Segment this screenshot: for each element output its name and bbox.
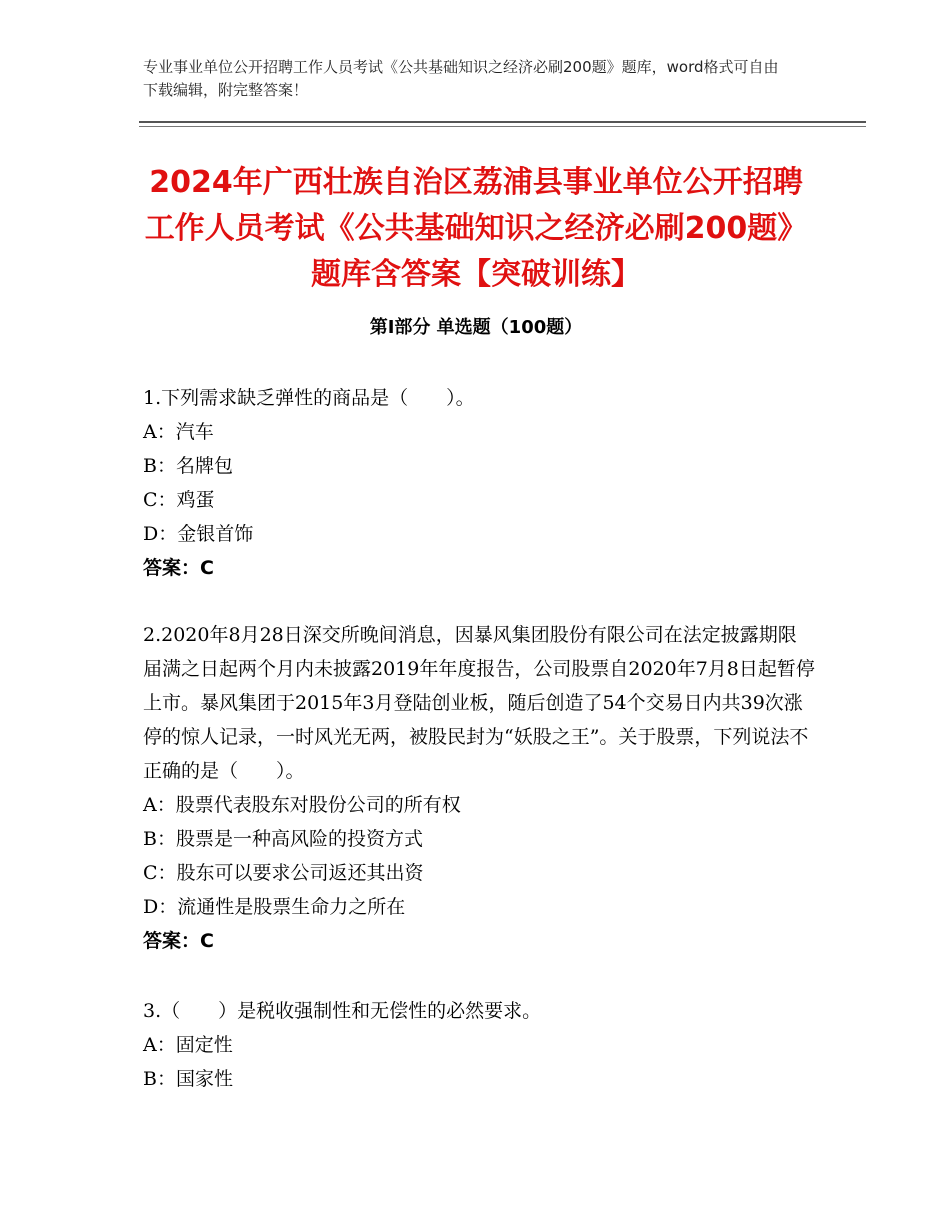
question-stem: 1.下列需求缺乏弹性的商品是（ ）。	[143, 387, 475, 409]
header-note: 专业事业单位公开招聘工作人员考试《公共基础知识之经济必刷200题》题库，word格式可自由下载编辑，附完整答案！	[143, 58, 779, 99]
question-3	[143, 994, 815, 1096]
header-rule-thick	[139, 121, 866, 123]
option-b: B：名牌包	[143, 455, 233, 477]
section-title: 第Ⅰ部分 单选题（100题）	[369, 317, 583, 338]
answer-label: 答案：C	[143, 557, 214, 579]
question-stem: 3.（ ）是税收强制性和无偿性的必然要求。	[143, 1000, 542, 1022]
option-c: C：鸡蛋	[143, 489, 215, 511]
option-a: A：固定性	[143, 1034, 233, 1056]
option-b: B：股票是一种高风险的投资方式	[143, 828, 423, 850]
question-2	[143, 618, 815, 958]
option-a: A：汽车	[143, 421, 214, 443]
header-rule-thin	[139, 126, 866, 127]
option-b: B：国家性	[143, 1068, 233, 1090]
option-d: D：流通性是股票生命力之所在	[143, 896, 406, 918]
question-stem: 2.2020年8月28日深交所晚间消息，因暴风集团股份有限公司在法定披露期限届满之日起两个月内未披露2019年年度报告，公司股票自2020年7月8日起暂停上市。暴风集团于2015年3月登陆创业板，随后创造了54个交易日内共39次涨停的惊人记录，一时风光无两，被股民封为“妖股之王”。关于股票，下列说法不正确的是（ ）。	[143, 624, 815, 782]
answer-label: 答案：C	[143, 930, 214, 952]
document-title: 2024年广西壮族自治区荔浦县事业单位公开招聘工作人员考试《公共基础知识之经济必刷200题》题库含答案【突破训练】	[144, 165, 808, 292]
option-d: D：金银首饰	[143, 523, 254, 545]
option-c: C：股东可以要求公司返还其出资	[143, 862, 424, 884]
question-1	[143, 381, 815, 585]
option-a: A：股票代表股东对股份公司的所有权	[143, 794, 461, 816]
